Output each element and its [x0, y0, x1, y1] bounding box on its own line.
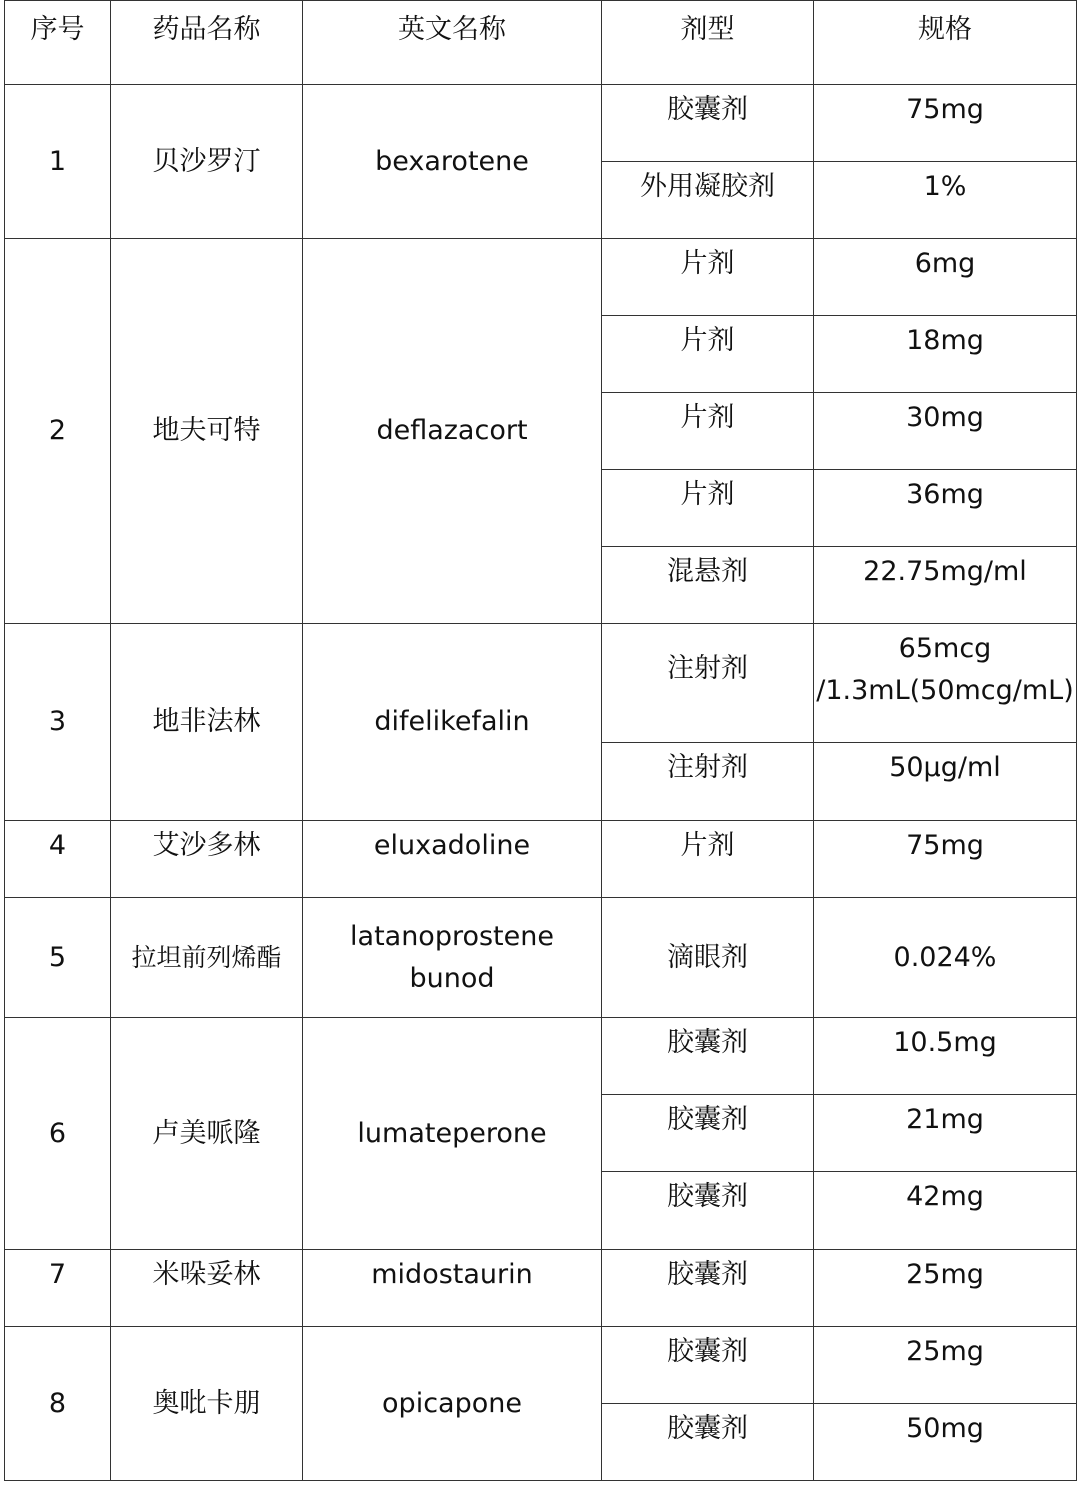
drug-en-name: eluxadoline	[303, 821, 602, 898]
table-row	[5, 85, 1077, 162]
drug-cn-name: 拉坦前列烯酯	[111, 898, 303, 1018]
dosage-form: 注射剂	[602, 624, 814, 743]
dosage-form: 胶囊剂	[602, 1250, 814, 1327]
drug-cn-name: 米哚妥林	[111, 1250, 303, 1327]
spec: 1%	[814, 162, 1077, 239]
dosage-form: 胶囊剂	[602, 1404, 814, 1481]
spec: 21mg	[814, 1095, 1077, 1172]
dosage-form: 片剂	[602, 316, 814, 393]
drug-en-name: opicapone	[303, 1327, 602, 1481]
spec: 42mg	[814, 1172, 1077, 1250]
dosage-form: 胶囊剂	[602, 1172, 814, 1250]
drug-en-name: difelikefalin	[303, 624, 602, 821]
table-header-row	[5, 1, 1077, 85]
dosage-form: 滴眼剂	[602, 898, 814, 1018]
drug-en-name: deflazacort	[303, 239, 602, 624]
dosage-form: 混悬剂	[602, 547, 814, 624]
dosage-form: 片剂	[602, 821, 814, 898]
spec-line: /1.3mL(50mcg/mL)	[816, 675, 1074, 706]
dosage-form: 胶囊剂	[602, 1095, 814, 1172]
en-name-line: latanoprostene	[350, 920, 554, 952]
drug-cn-name: 艾沙多林	[111, 821, 303, 898]
drug-cn-name: 奥吡卡朋	[111, 1327, 303, 1481]
drug-table	[4, 0, 1077, 1481]
table-row	[5, 898, 1077, 1018]
drug-index: 2	[5, 239, 111, 624]
drug-index: 5	[5, 898, 111, 1018]
spec-line: 65mcg	[898, 633, 992, 664]
drug-en-name: bexarotene	[303, 85, 602, 239]
dosage-form: 胶囊剂	[602, 1327, 814, 1404]
spec: 75mg	[814, 85, 1077, 162]
dosage-form: 胶囊剂	[602, 1018, 814, 1095]
drug-cn-name: 地非法林	[111, 624, 303, 821]
spec	[814, 624, 1077, 743]
table-row	[5, 624, 1077, 743]
drug-index: 4	[5, 821, 111, 898]
header-dosage-form: 剂型	[602, 1, 814, 85]
spec: 18mg	[814, 316, 1077, 393]
en-name-line: bunod	[409, 962, 495, 994]
dosage-form: 片剂	[602, 239, 814, 316]
table-row	[5, 1018, 1077, 1095]
header-spec: 规格	[814, 1, 1077, 85]
drug-en-name: midostaurin	[303, 1250, 602, 1327]
table-row	[5, 239, 1077, 316]
spec: 36mg	[814, 470, 1077, 547]
table-row	[5, 1327, 1077, 1404]
dosage-form: 外用凝胶剂	[602, 162, 814, 239]
drug-index: 1	[5, 85, 111, 239]
spec: 50mg	[814, 1404, 1077, 1481]
spec: 30mg	[814, 393, 1077, 470]
drug-cn-name: 地夫可特	[111, 239, 303, 624]
drug-index: 6	[5, 1018, 111, 1250]
drug-cn-name: 卢美哌隆	[111, 1018, 303, 1250]
drug-cn-name: 贝沙罗汀	[111, 85, 303, 239]
dosage-form: 注射剂	[602, 743, 814, 821]
header-index: 序号	[5, 1, 111, 85]
header-cn-name: 药品名称	[111, 1, 303, 85]
spec: 22.75mg/ml	[814, 547, 1077, 624]
spec: 75mg	[814, 821, 1077, 898]
dosage-form: 胶囊剂	[602, 85, 814, 162]
table-row	[5, 1250, 1077, 1327]
drug-en-name	[303, 898, 602, 1018]
table-row	[5, 821, 1077, 898]
header-en-name: 英文名称	[303, 1, 602, 85]
spec: 10.5mg	[814, 1018, 1077, 1095]
drug-index: 3	[5, 624, 111, 821]
drug-index: 8	[5, 1327, 111, 1481]
spec: 50μg/ml	[814, 743, 1077, 821]
dosage-form: 片剂	[602, 393, 814, 470]
spec: 25mg	[814, 1327, 1077, 1404]
spec: 0.024%	[814, 898, 1077, 1018]
spec: 6mg	[814, 239, 1077, 316]
drug-index: 7	[5, 1250, 111, 1327]
dosage-form: 片剂	[602, 470, 814, 547]
drug-en-name: lumateperone	[303, 1018, 602, 1250]
spec: 25mg	[814, 1250, 1077, 1327]
